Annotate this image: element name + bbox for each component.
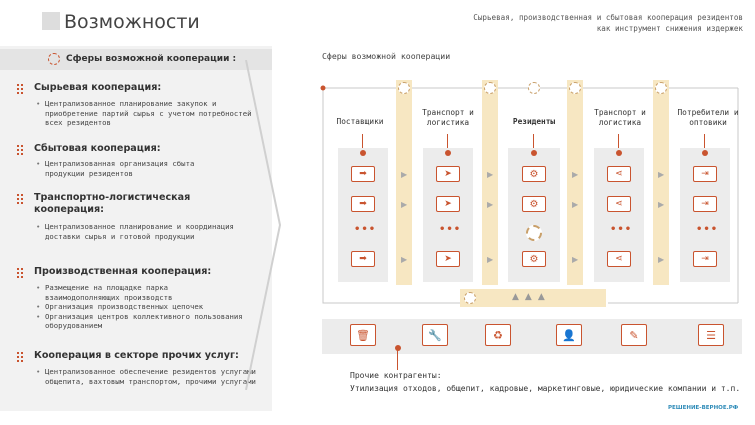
grip-icon [17, 194, 25, 203]
other-contractors-text: Утилизация отходов, общепит, кадровые, маркетинговые, юридические компании и т.п. [350, 384, 741, 393]
list-item: • Централизованное планирование и координация доставки сырья и готовой продукции [36, 222, 248, 241]
other-services-bar [322, 319, 742, 354]
person-glyph: 👤 [562, 328, 576, 342]
list-item: • Организация центров коллективного пользования оборудованием [36, 312, 246, 331]
connector [533, 134, 534, 148]
arrow-right-icon: ▶ [487, 170, 494, 179]
transport-cell[interactable] [436, 196, 460, 212]
connector [362, 134, 363, 148]
column-title-transport-2: Транспорт и логистика [594, 108, 646, 127]
gear-icon [48, 53, 60, 65]
supplier-cell[interactable] [351, 196, 375, 212]
resident-cell[interactable] [522, 166, 546, 182]
gears-icon: ⚙ [529, 253, 539, 265]
section-title: Кооперация в секторе прочих услуг: [34, 350, 239, 361]
share-icon: ⋖ [615, 199, 623, 209]
transport-cell[interactable] [607, 166, 631, 182]
chevron-right-icon [244, 60, 284, 390]
transport-cell[interactable] [436, 251, 460, 267]
more-dots: ••• [354, 224, 377, 235]
section-title: Транспортно-логистическая кооперация: [34, 192, 191, 215]
recycle-icon[interactable] [485, 324, 511, 346]
sliders-glyph: ☰ [706, 328, 716, 342]
supplier-cell[interactable] [351, 166, 375, 182]
share-icon: ⋖ [615, 169, 623, 179]
consumer-cell[interactable] [693, 166, 717, 182]
connector-dot [531, 150, 537, 156]
section-title: Производственная кооперация: [34, 266, 212, 277]
supplier-cell[interactable] [351, 251, 375, 267]
connector-dot [616, 150, 622, 156]
document-glyph: ✎ [629, 328, 639, 342]
exit-icon: ➡ [359, 199, 367, 209]
person-icon[interactable] [556, 324, 582, 346]
document-icon[interactable] [621, 324, 647, 346]
arrow-right-icon: ▶ [658, 200, 665, 209]
consumer-cell[interactable] [693, 196, 717, 212]
connector [447, 134, 448, 148]
enter-icon: ⇥ [701, 169, 709, 179]
grip-icon [17, 84, 25, 93]
arrow-right-icon: ▶ [658, 255, 665, 264]
connector-dot [395, 345, 401, 351]
list-item: • Централизованная организация сбыта продукции резидентов [36, 159, 236, 178]
more-dots: ••• [439, 224, 462, 235]
resident-cell[interactable] [522, 251, 546, 267]
gear-icon [398, 82, 410, 94]
subtitle-line-2: как инструмент снижения издержек [596, 24, 743, 33]
wrench-glyph: 🔧 [428, 328, 442, 342]
column-title-transport-1: Транспорт и логистика [422, 108, 474, 127]
section-title: Сырьевая кооперация: [34, 82, 162, 93]
sliders-icon[interactable] [698, 324, 724, 346]
section-list [36, 367, 258, 386]
page-title: Возможности [64, 11, 200, 33]
gears-icon: ⚙ [529, 198, 539, 210]
enter-icon: ⇥ [701, 199, 709, 209]
transport-cell[interactable] [607, 251, 631, 267]
connector [704, 134, 705, 148]
trash-icon[interactable] [350, 324, 376, 346]
resident-cell[interactable] [522, 196, 546, 212]
left-panel-heading: Сферы возможной кооперации : [66, 54, 237, 64]
connector-dot [702, 150, 708, 156]
list-item: • Организация производственных цепочек [36, 302, 246, 312]
other-contractors-heading: Прочие контрагенты: [350, 371, 442, 380]
enter-icon: ⇥ [701, 254, 709, 264]
grip-icon [17, 268, 25, 277]
section-title: Сбытовая кооперация: [34, 143, 161, 154]
gear-icon [464, 292, 476, 304]
page-subtitle [473, 12, 743, 34]
navigation-icon: ➤ [444, 199, 452, 209]
list-item: • Централизованное обеспечение резидентов услугами общепита, вахтовым транспортом, прочими услугами [36, 367, 258, 386]
more-dots: ••• [610, 224, 633, 235]
more-dots: ••• [696, 224, 719, 235]
arrow-right-icon: ▶ [572, 170, 579, 179]
arrow-right-icon: ▶ [487, 255, 494, 264]
gear-icon [569, 82, 581, 94]
recycle-glyph: ♻ [493, 328, 503, 342]
navigation-icon: ➤ [444, 254, 452, 264]
section-list [36, 159, 236, 178]
up-arrows-icon: ▲▲▲ [512, 292, 551, 302]
arrow-right-icon: ▶ [572, 200, 579, 209]
transport-cell[interactable] [436, 166, 460, 182]
subtitle-line-1: Сырьевая, производственная и сбытовая кооперация резидентов [473, 13, 743, 22]
list-item: • Централизованное планирование закупок и приобретение партий сырья с учетом потребностей всех резидентов [36, 99, 258, 128]
gear-icon [655, 82, 667, 94]
transport-cell[interactable] [607, 196, 631, 212]
gear-icon [528, 82, 540, 94]
column-title-suppliers: Поставщики [336, 117, 384, 126]
connector-dot [360, 150, 366, 156]
logo-square [42, 12, 60, 30]
trash-glyph: 🗑 [356, 328, 370, 342]
wrench-icon[interactable] [422, 324, 448, 346]
arrow-right-icon: ▶ [401, 170, 408, 179]
brand-logo: РЕШЕНИЕ-ВЕРНОЕ.РФ [668, 405, 739, 411]
arrow-right-icon: ▶ [401, 255, 408, 264]
arrow-right-icon: ▶ [401, 200, 408, 209]
connector [618, 134, 619, 148]
diagram-label: Сферы возможной кооперации [322, 51, 451, 61]
gear-icon [526, 225, 542, 241]
exit-icon: ➡ [359, 254, 367, 264]
section-list [36, 222, 248, 241]
exit-icon: ➡ [359, 169, 367, 179]
column-title-consumers: Потребители и оптовики [677, 108, 739, 127]
grip-icon [17, 145, 25, 154]
arrow-right-icon: ▶ [572, 255, 579, 264]
section-list [36, 283, 246, 331]
grip-icon [17, 352, 25, 361]
consumer-cell[interactable] [693, 251, 717, 267]
share-icon: ⋖ [615, 254, 623, 264]
section-list [36, 99, 258, 128]
column-title-residents: Резиденты [512, 117, 556, 126]
navigation-icon: ➤ [444, 169, 452, 179]
connector-dot [445, 150, 451, 156]
list-item: • Размещение на площадке парка взаимодополняющих производств [36, 283, 246, 302]
gear-icon [484, 82, 496, 94]
arrow-right-icon: ▶ [658, 170, 665, 179]
arrow-right-icon: ▶ [487, 200, 494, 209]
gears-icon: ⚙ [529, 168, 539, 180]
connector [397, 350, 398, 370]
